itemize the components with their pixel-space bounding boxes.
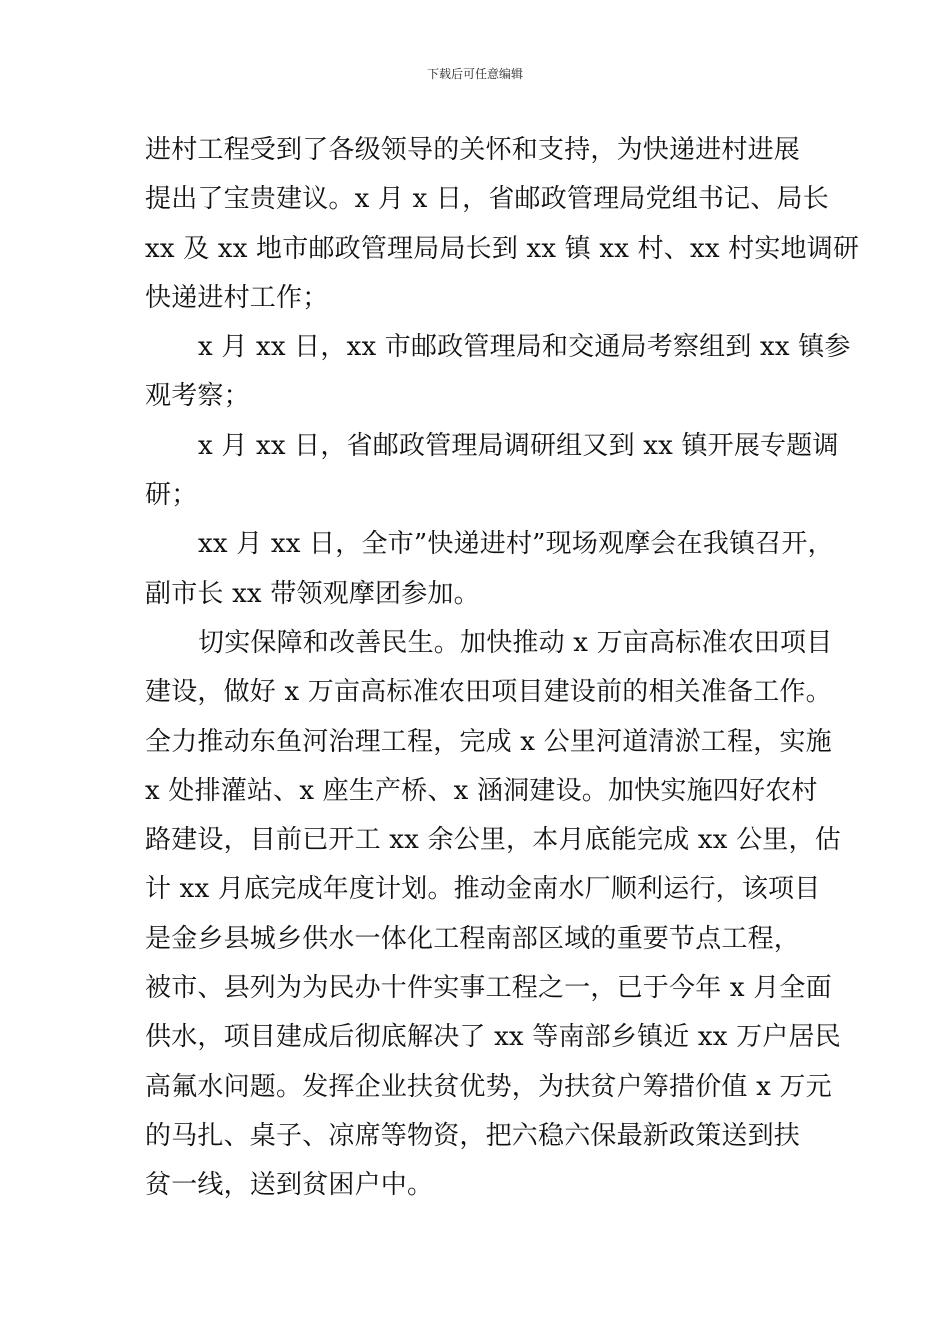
text-line: 供水，项目建成后彻底解决了 xx 等南部乡镇近 xx 万户居民 — [145, 1022, 841, 1053]
text-line: 快递进村工作； — [145, 282, 329, 313]
page-header — [0, 66, 950, 82]
text-line: 观考察； — [145, 381, 250, 412]
text-line: xx 月 xx 日，全市”快递进村”现场观摩会在我镇召开， — [198, 529, 834, 560]
text-line: x 月 xx 日，省邮政管理局调研组又到 xx 镇开展专题调 — [198, 430, 839, 461]
document-body — [145, 126, 860, 1211]
text-line: 是金乡县城乡供水一体化工程南部区域的重要节点工程， — [145, 923, 801, 954]
text-line: 全力推动东鱼河治理工程，完成 x 公里河道清淤工程，实施 — [145, 726, 832, 757]
text-line: xx 及 xx 地市邮政管理局局长到 xx 镇 xx 村、xx 村实地调研 — [145, 233, 860, 264]
text-line: 研； — [145, 480, 198, 511]
text-line: x 处排灌站、x 座生产桥、x 涵洞建设。加快实施四好农村 — [145, 775, 818, 806]
text-line: 路建设，目前已开工 xx 余公里，本月底能完成 xx 公里，估 — [145, 825, 841, 856]
text-line: 计 xx 月底完成年度计划。推动金南水厂顺利运行，该项目 — [145, 874, 821, 905]
text-line: 的马扎、桌子、凉席等物资，把六稳六保最新政策送到扶 — [145, 1120, 801, 1151]
text-line: 被市、县列为为民办十件实事工程之一，已于今年 x 月全面 — [145, 973, 832, 1004]
text-line: 高氟水问题。发挥企业扶贫优势，为扶贫户筹措价值 x 万元 — [145, 1071, 832, 1102]
text-line: 贫一线，送到贫困户中。 — [145, 1170, 434, 1201]
text-line: 提出了宝贵建议。x 月 x 日，省邮政管理局党组书记、局长 — [145, 184, 829, 215]
text-line: 切实保障和改善民生。加快推动 x 万亩高标准农田项目 — [198, 627, 833, 658]
text-line: x 月 xx 日，xx 市邮政管理局和交通局考察组到 xx 镇参 — [198, 332, 851, 363]
text-line: 副市长 xx 带领观摩团参加。 — [145, 578, 480, 609]
header-note: 下载后可任意编辑 — [426, 67, 523, 81]
text-line: 进村工程受到了各级领导的关怀和支持，为快递进村进展 — [145, 135, 801, 165]
text-line: 建设，做好 x 万亩高标准农田项目建设前的相关准备工作。 — [145, 677, 832, 708]
